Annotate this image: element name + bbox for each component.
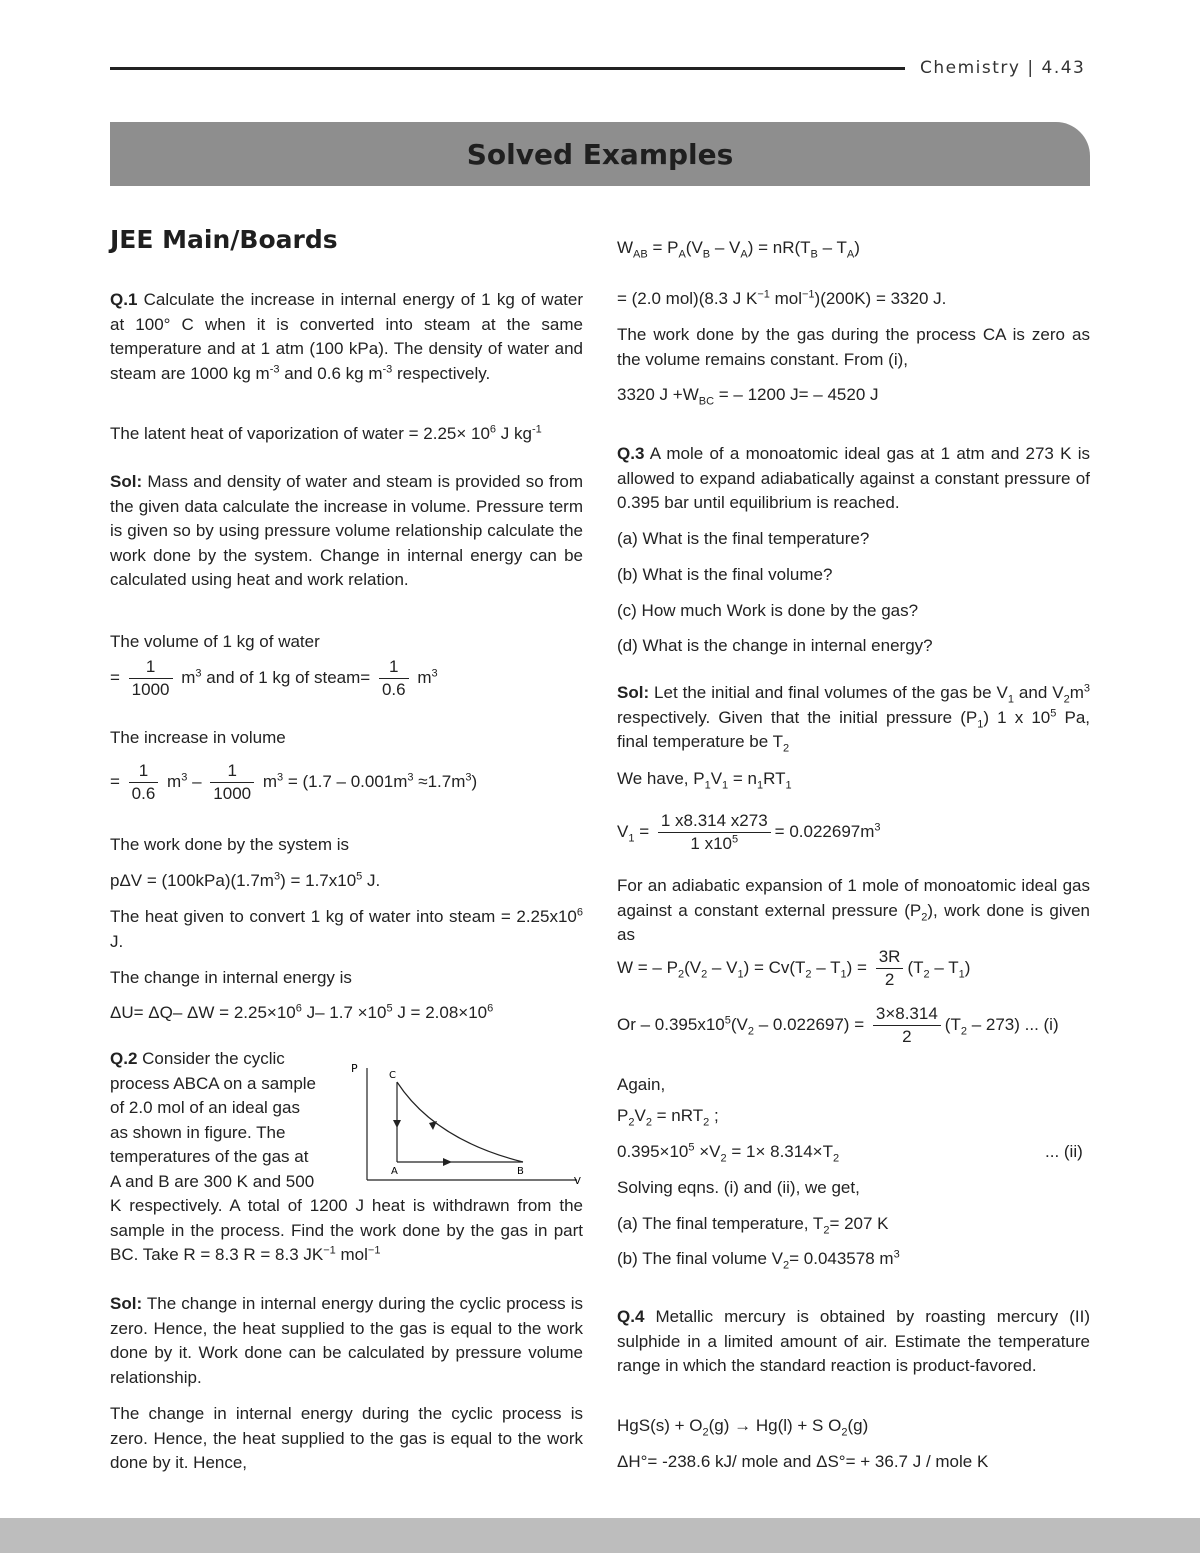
point-a-label: A — [391, 1166, 398, 1177]
header-rule — [110, 67, 905, 70]
question-2-rest: K respectively. A total of 1200 J heat is withdrawn from the sample in the process. Find the work done by the gas in part BC. Take R = 8.3 R = 8.3 $JK^{-1}$ mol$^{-1}$ — [110, 1196, 583, 1264]
change-line: The change in internal energy is — [110, 968, 352, 987]
q3-part-d: (d) What is the change in internal energy? — [617, 636, 933, 655]
increase-line: The increase in volume — [110, 728, 286, 747]
curve-bc — [397, 1082, 523, 1162]
wbc-equation: 3320 $J +W_{BC}$ = – 1200 J= – 4520 J — [617, 385, 879, 408]
solution-1: Sol: Mass and density of water and steam is provided so from the given data calculate the increase in volume. Pressure term is given so by using pressure volume relationship calculate the work done by the system. Change in internal energy can be calculated using heat and work relation. — [110, 472, 583, 589]
volume-line: The volume of 1 kg of water — [110, 632, 320, 651]
question-4: Q.4 Metallic mercury is obtained by roasting mercury (II) sulphide in a limited amount of air. Estimate the temperature range in which the standard reaction is product-favored. — [617, 1307, 1090, 1375]
point-c-label: C — [389, 1070, 396, 1081]
running-header: Chemistry | 4.43 — [920, 58, 1086, 78]
arrow-ab — [443, 1158, 452, 1166]
footer-bar — [0, 1518, 1200, 1553]
thermo-data: ΔH°= -238.6 kJ/ mole and ΔS°= + 36.7 J / mole K — [617, 1452, 989, 1471]
v1-equation: $V_1$ = $\frac{1 x8.314 x273}{1 x10^5}$ = $0.022697m^3$ — [617, 811, 881, 853]
du-equation: ΔU= ΔQ– $\Delta W = 2.25\times 10^6$ J– $1.7 \times 10^5$ $J = 2.08\times 10^6$ — [110, 1002, 494, 1022]
section-title: Solved Examples — [466, 138, 734, 171]
w-ab-equation: $W_{AB} = P_A(V_B - V_A) = nR(T_B - T_A)$ — [617, 238, 860, 261]
eqn-ii: $0.395\times 10^5 \times V_2 = 1\times 8.314\times T_2$ — [617, 1141, 840, 1165]
q3-part-c: (c) How much Work is done by the gas? — [617, 601, 919, 620]
point-b-label: B — [517, 1166, 524, 1177]
reaction-equation: $HgS(s) + O_2(g) \to Hg(l) + S$ $O_2(g)$ — [617, 1416, 869, 1439]
final-volume: (b) The final volume $V_2= 0.043578$ $m^3$ — [617, 1248, 900, 1272]
increase-equation: = $\frac{1}{0.6}$ $m^3$ – $\frac{1}{1000}$ $m^3 = (1.7 - 0.001m^3 \approx 1.7m^3)$ — [110, 761, 478, 803]
adiabatic-text: For an adiabatic expansion of 1 mole of monoatomic ideal gas against a constant external pressure $(P_2)$, work done is given as — [617, 876, 1090, 944]
p2v2-equation: $P_2V_2 = nRT_2$ ; — [617, 1106, 719, 1129]
solution-2: Sol: The change in internal energy during the cyclic process is zero. Hence, the heat supplied to the gas is equal to the work done by it. Work done can be calculated by pressure volume relationship. — [110, 1294, 583, 1387]
arrow-ca — [393, 1120, 401, 1128]
heat-line: The heat given to convert 1 kg of water into steam = $2.25x10^6$ J. — [110, 906, 583, 951]
question-2-intro: Q.2 Consider the cyclic process ABCA on a sample of 2.0 mol of an ideal gas as shown in figure. The temperatures of the gas at A and B are 300 K and 500 — [110, 1049, 317, 1191]
section-banner — [110, 122, 1090, 186]
again-line: Again, — [617, 1075, 666, 1094]
w-calc-equation: = (2.0 mol)(8.3 J $K^{-1}$ mol$^{-1}$)(200K) = 3320 J. — [617, 288, 947, 308]
question-3: Q.3 A mole of a monoatomic ideal gas at 1 atm and 273 K is allowed to expand adiabatically against a constant pressure of 0.395 bar until equilibrium is reached. — [617, 444, 1090, 512]
solution-2-cont: The change in internal energy during the cyclic process is zero. Hence, the heat supplied to the gas is equal to the work done by it. Hence, — [110, 1404, 583, 1472]
q3-part-b: (b) What is the final volume? — [617, 565, 833, 584]
volume-equation: = $\frac{1}{1000}$ $m^3$ and of 1 kg of steam= $\frac{1}{0.6}$ $m^3$ — [110, 657, 438, 699]
work-line: The work done by the system is — [110, 835, 350, 854]
ideal-gas-equation: We have, $P_1V_1 = n_1RT_1$ — [617, 769, 792, 792]
q3-part-a: (a) What is the final temperature? — [617, 529, 870, 548]
p-axis-label: P — [351, 1062, 358, 1075]
subsection-heading: JEE Main/Boards — [110, 225, 338, 254]
solution-3: Sol: Let the initial and final volumes of the gas be $V_1$ and $V_2m^3$ respectively. Given that the initial pressure $(P_1)$ 1 x $10^5$ Pa, final temperature be $T_2$ — [617, 682, 1090, 755]
eqn-ii-tag: ... (ii) — [1045, 1142, 1083, 1161]
w-adiabatic-equation: W = – $P_2(V_2 - V_1) = Cv(T_2 - T_1)$ = $\frac{3R}{2}$ $(T_2 - T_1)$ — [617, 947, 971, 989]
solving-line: Solving eqns. (i) and (ii), we get, — [617, 1178, 860, 1197]
latent-heat-line: The latent heat of vaporization of water = $2.25\times 10^6$ J $kg^{-1}$ — [110, 423, 542, 443]
final-temperature: (a) The final temperature, $T_2= 207$ K — [617, 1214, 889, 1237]
ca-text: The work done by the gas during the process CA is zero as the volume remains constant. From (i), — [617, 325, 1090, 369]
v-axis-label: V — [574, 1176, 581, 1187]
eqn-i: Or – $0.395x10^5(V_2 - 0.022697)$ = $\frac{3\times 8.314}{2}$ $(T_2 - 273)$ ... (i) — [617, 1004, 1059, 1046]
pv-diagram — [345, 1060, 585, 1190]
arrow-bc — [429, 1121, 437, 1130]
question-1: Q.1 Calculate the increase in internal energy of 1 kg of water at 100° C when it is converted into steam at the same temperature and at 1 atm (100 kPa). The density of water and steam are 1000 kg $m^{-3}$ and 0.6 kg $m^{-3}$ respectively. — [110, 290, 583, 383]
pdv-equation: $p\Delta V = (100kPa)(1.7m^3) = 1.7x10^5$ J. — [110, 870, 381, 890]
